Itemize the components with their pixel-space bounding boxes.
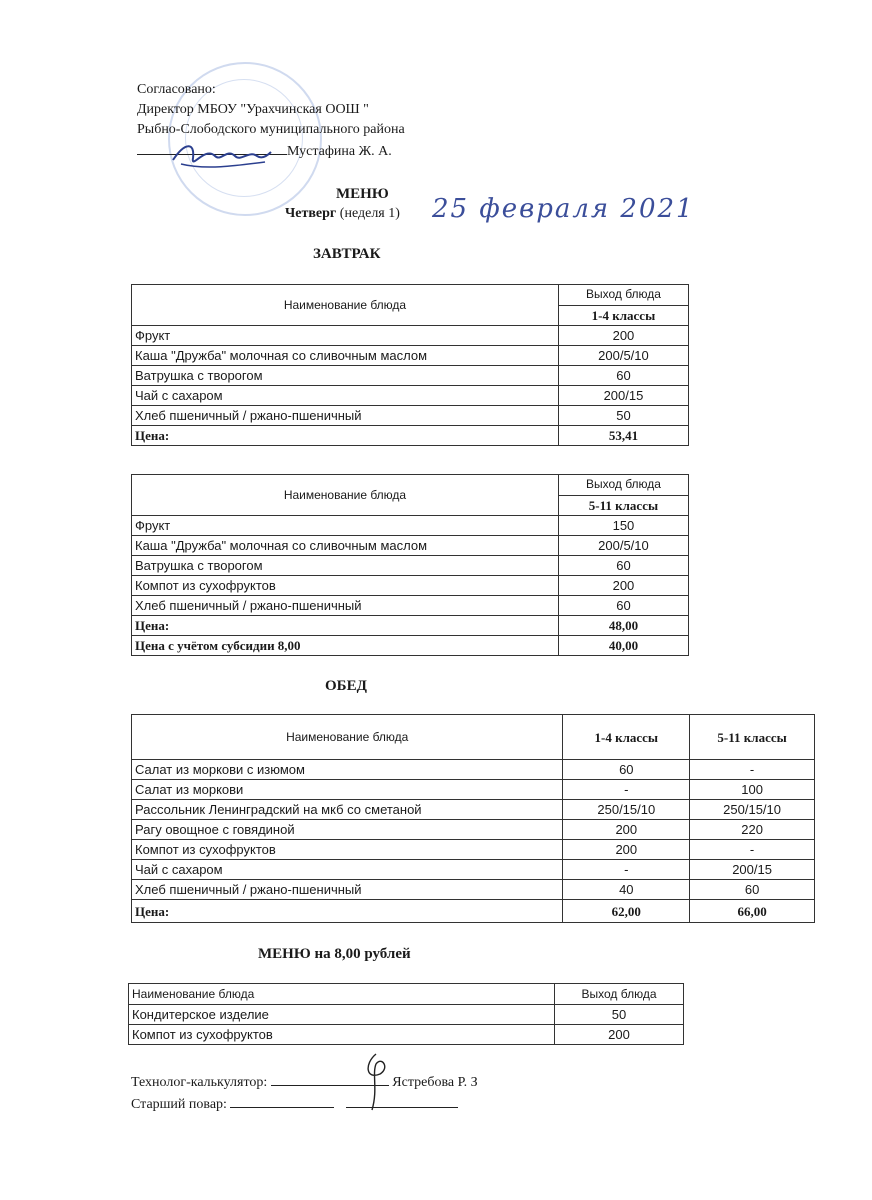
dish-output: 200 <box>558 576 688 596</box>
col-header-name: Наименование блюда <box>132 285 559 326</box>
dish-name: Салат из моркови с изюмом <box>132 760 563 780</box>
dish-name: Ватрушка с творогом <box>132 556 559 576</box>
approval-district: Рыбно-Слободского муниципального района <box>137 122 405 137</box>
subsidy-value: 40,00 <box>558 636 688 656</box>
table-row <box>132 820 815 840</box>
table-row <box>132 760 815 780</box>
table-row <box>132 406 689 426</box>
dish-name: Компот из сухофруктов <box>129 1025 555 1045</box>
breakfast-table-5-11 <box>131 474 689 656</box>
col-subheader: 1-4 классы <box>558 305 688 326</box>
table-row <box>132 800 815 820</box>
approval-name: Мустафина Ж. А. <box>287 144 392 159</box>
dish-name: Хлеб пшеничный / ржано-пшеничный <box>132 880 563 900</box>
table-row <box>132 536 689 556</box>
col-header-output: Выход блюда <box>558 285 688 306</box>
price-label: Цена: <box>132 616 559 636</box>
subsidy-label: Цена с учётом субсидии 8,00 <box>132 636 559 656</box>
dish-name: Фрукт <box>132 516 559 536</box>
col-header-5-11: 5-11 классы <box>690 715 815 760</box>
dish-name: Чай с сахаром <box>132 386 559 406</box>
table-row <box>132 366 689 386</box>
day-name: Четверг <box>285 206 337 221</box>
table-row <box>132 860 815 880</box>
handwritten-date: 25 февраля 2021 <box>432 194 695 224</box>
price-value: 48,00 <box>558 616 688 636</box>
table-row <box>132 840 815 860</box>
table-row <box>129 1005 684 1025</box>
dish-output-1-4: 40 <box>563 880 690 900</box>
table-row <box>132 576 689 596</box>
col-header-1-4: 1-4 классы <box>563 715 690 760</box>
approval-director: Директор МБОУ "Урахчинская ООШ " <box>137 102 369 117</box>
dish-name: Чай с сахаром <box>132 860 563 880</box>
table-row <box>132 516 689 536</box>
dish-output-5-11: 250/15/10 <box>690 800 815 820</box>
breakfast-heading: ЗАВТРАК <box>313 246 381 262</box>
table-row <box>132 596 689 616</box>
day-line <box>285 206 400 222</box>
approval-label: Согласовано: <box>137 82 216 97</box>
dish-name: Каша "Дружба" молочная со сливочным маслом <box>132 536 559 556</box>
cook-line <box>131 1094 458 1113</box>
table-row <box>132 880 815 900</box>
dish-output: 50 <box>558 406 688 426</box>
dish-output-1-4: 200 <box>563 840 690 860</box>
table-row <box>132 556 689 576</box>
table-row <box>132 780 815 800</box>
dish-output-5-11: 220 <box>690 820 815 840</box>
dish-output-1-4: 250/15/10 <box>563 800 690 820</box>
dish-output-5-11: - <box>690 840 815 860</box>
col-header-output: Выход блюда <box>555 984 684 1005</box>
col-header-name: Наименование блюда <box>132 475 559 516</box>
dish-output: 200/5/10 <box>558 346 688 366</box>
dish-output-1-4: - <box>563 780 690 800</box>
price-1-4: 62,00 <box>563 900 690 923</box>
table-row <box>129 1025 684 1045</box>
dish-name: Ватрушка с творогом <box>132 366 559 386</box>
lunch-heading: ОБЕД <box>325 678 367 694</box>
technologist-name: Ястребова Р. З <box>392 1075 478 1090</box>
price-row <box>132 616 689 636</box>
dish-output: 200 <box>555 1025 684 1045</box>
dish-output-5-11: - <box>690 760 815 780</box>
dish-output: 60 <box>558 366 688 386</box>
dish-output: 60 <box>558 556 688 576</box>
price-5-11: 66,00 <box>690 900 815 923</box>
dish-output: 150 <box>558 516 688 536</box>
table-row <box>132 386 689 406</box>
dish-name: Хлеб пшеничный / ржано-пшеничный <box>132 406 559 426</box>
col-header-name: Наименование блюда <box>129 984 555 1005</box>
price-row <box>132 426 689 446</box>
cook-label: Старший повар: <box>131 1097 227 1112</box>
table-row <box>132 346 689 366</box>
dish-name: Компот из сухофруктов <box>132 840 563 860</box>
breakfast-table-1-4 <box>131 284 689 446</box>
price-row <box>132 900 815 923</box>
price-label: Цена: <box>132 900 563 923</box>
dish-output-1-4: 60 <box>563 760 690 780</box>
dish-output: 200/5/10 <box>558 536 688 556</box>
dish-name: Компот из сухофруктов <box>132 576 559 596</box>
dish-output: 60 <box>558 596 688 616</box>
dish-output-5-11: 100 <box>690 780 815 800</box>
dish-output-1-4: - <box>563 860 690 880</box>
menu-title: МЕНЮ <box>336 186 389 202</box>
dish-output-5-11: 60 <box>690 880 815 900</box>
menu8-heading: МЕНЮ на 8,00 рублей <box>258 946 411 962</box>
lunch-table <box>131 714 815 923</box>
signature-line <box>230 1094 334 1108</box>
dish-output: 200/15 <box>558 386 688 406</box>
table-row <box>132 326 689 346</box>
dish-output-5-11: 200/15 <box>690 860 815 880</box>
dish-name: Рагу овощное с говядиной <box>132 820 563 840</box>
dish-name: Салат из моркови <box>132 780 563 800</box>
dish-name: Кондитерское изделие <box>129 1005 555 1025</box>
dish-output-1-4: 200 <box>563 820 690 840</box>
col-header-name: Наименование блюда <box>132 715 563 760</box>
price-label: Цена: <box>132 426 559 446</box>
dish-name: Рассольник Ленинградский на мкб со сметаной <box>132 800 563 820</box>
dish-name: Хлеб пшеничный / ржано-пшеничный <box>132 596 559 616</box>
director-signature <box>165 136 275 176</box>
technologist-label: Технолог-калькулятор: <box>131 1075 268 1090</box>
subsidy-row <box>132 636 689 656</box>
dish-output: 50 <box>555 1005 684 1025</box>
price-value: 53,41 <box>558 426 688 446</box>
menu8-table <box>128 983 684 1045</box>
col-header-output: Выход блюда <box>558 475 688 496</box>
dish-name: Фрукт <box>132 326 559 346</box>
dish-name: Каша "Дружба" молочная со сливочным маслом <box>132 346 559 366</box>
technologist-line <box>131 1072 478 1091</box>
week-label: (неделя 1) <box>339 206 400 221</box>
col-subheader: 5-11 классы <box>558 495 688 516</box>
technologist-signature <box>356 1050 402 1114</box>
dish-output: 200 <box>558 326 688 346</box>
